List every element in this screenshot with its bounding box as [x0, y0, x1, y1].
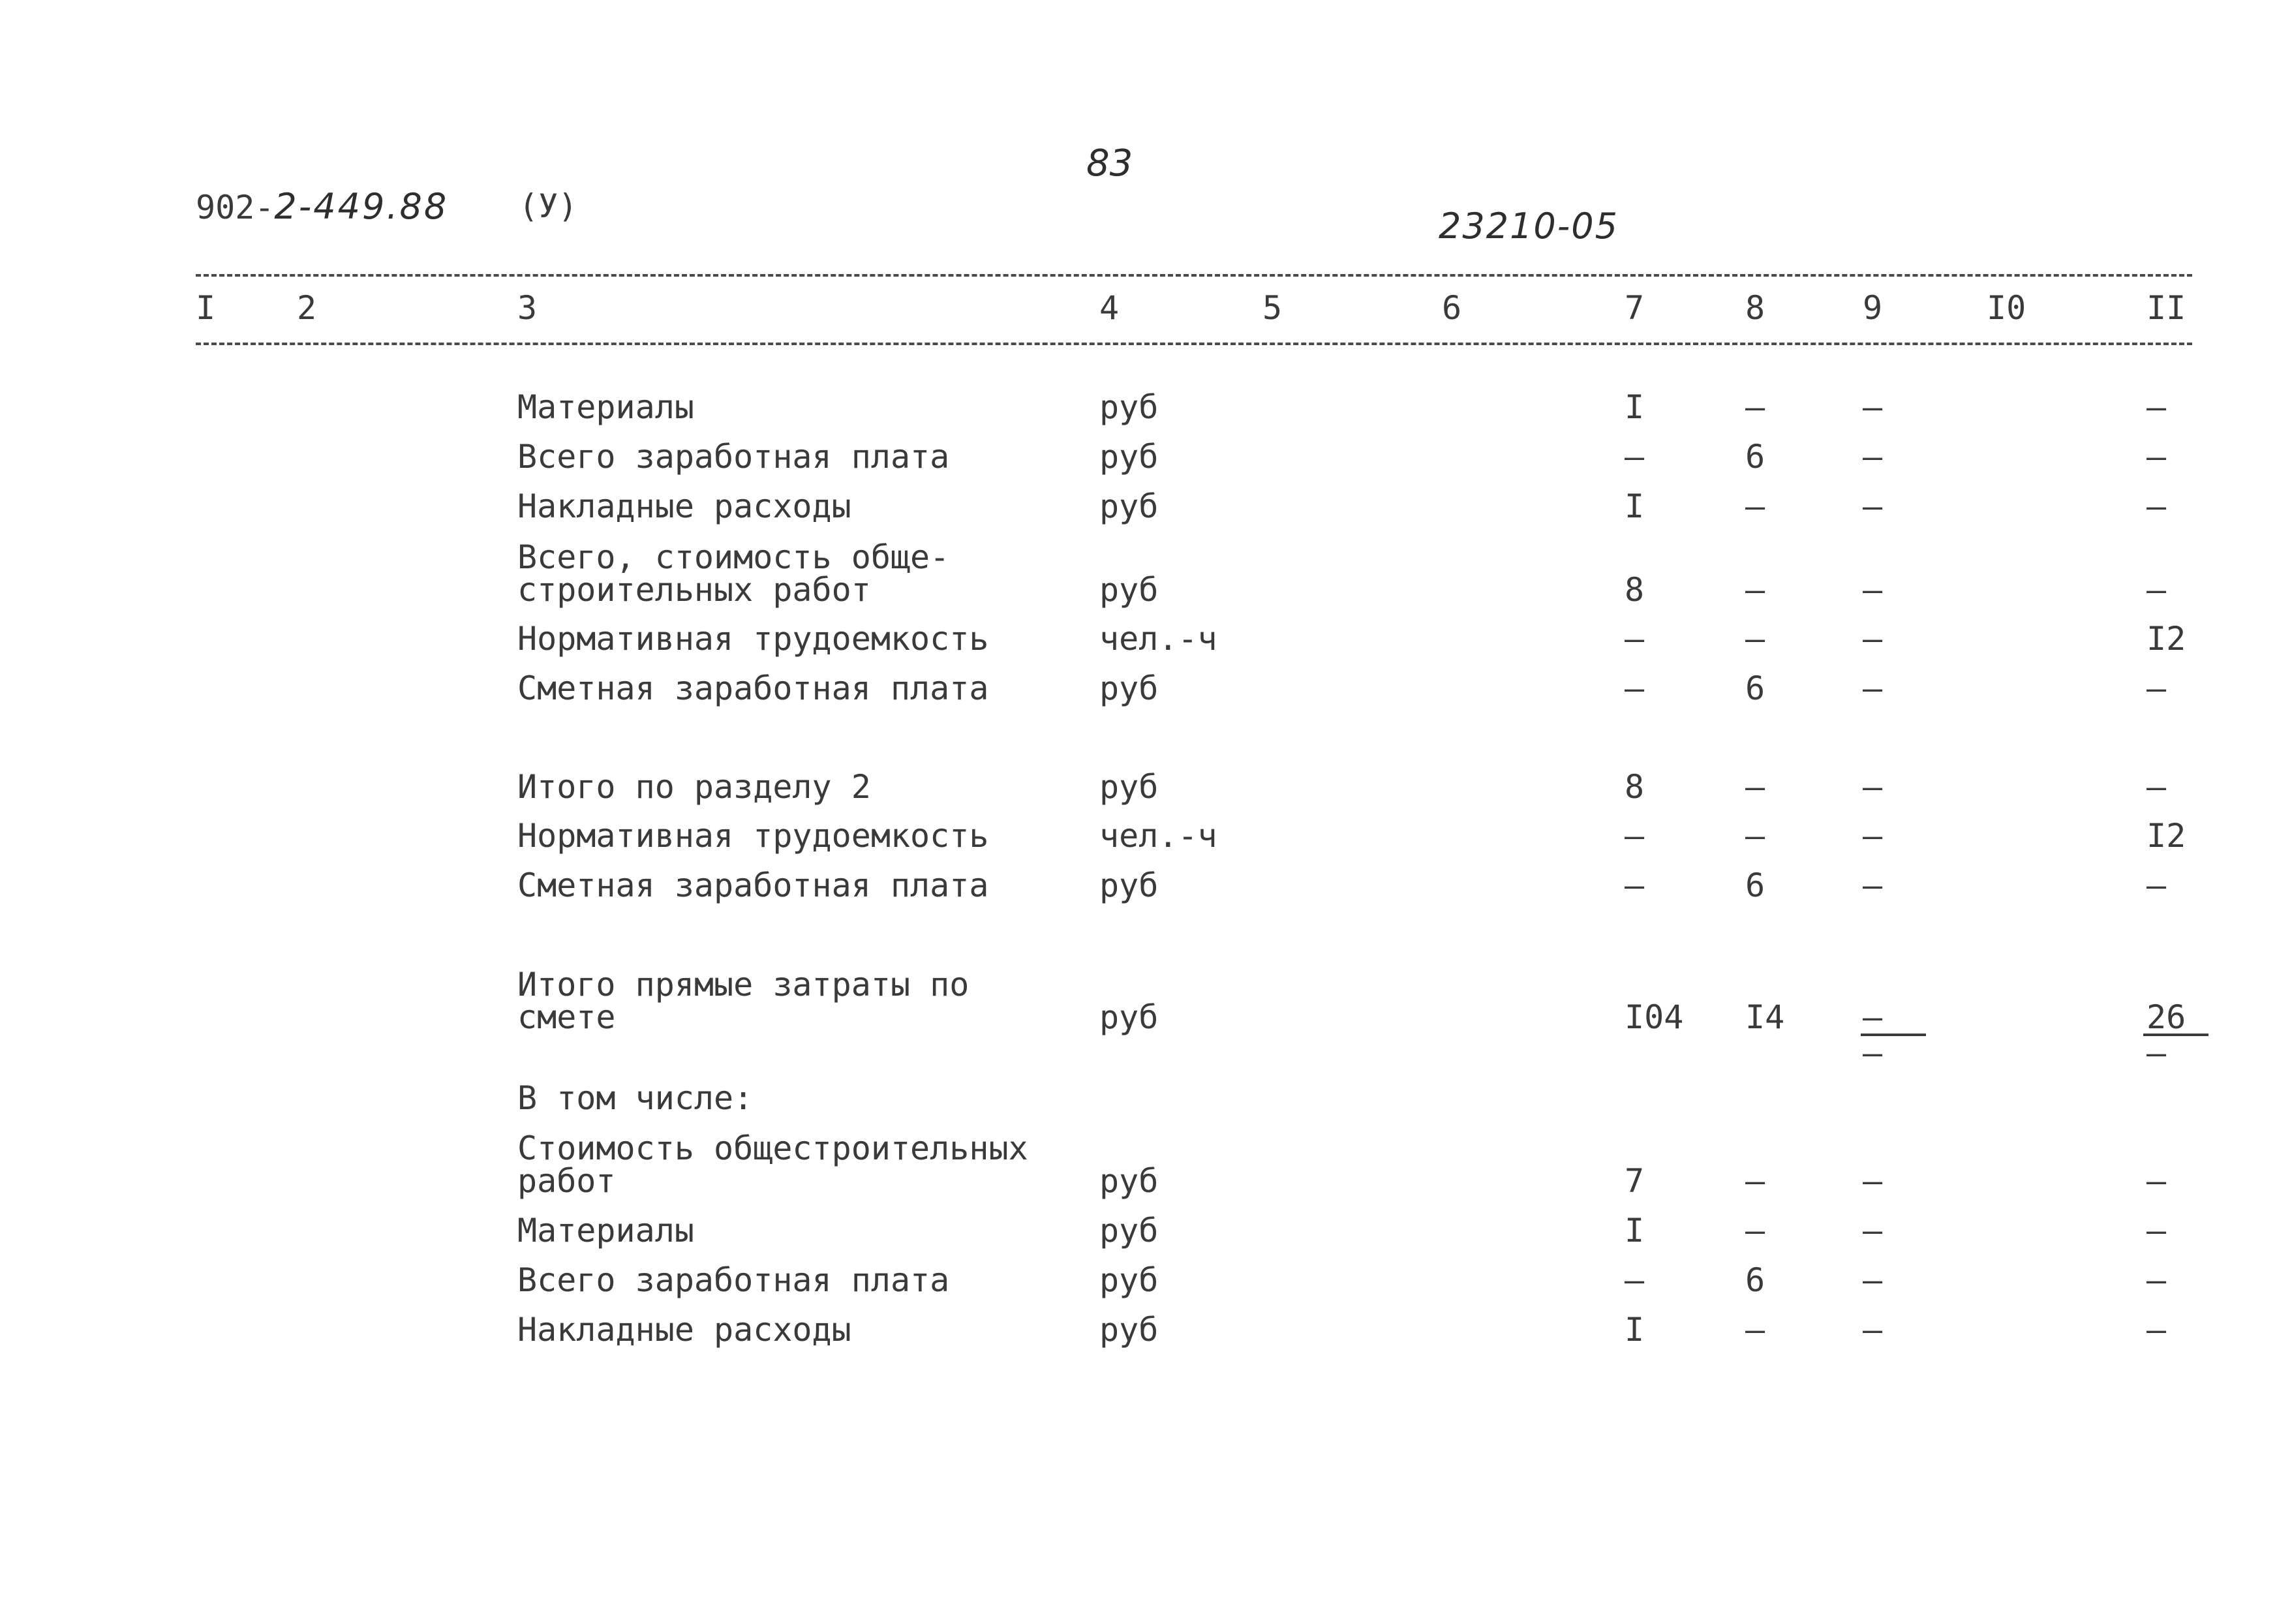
row-col8: – — [1745, 388, 1765, 426]
column-number-5: 5 — [1262, 289, 1283, 327]
row-unit: руб — [1099, 1261, 1159, 1299]
column-number-4: 4 — [1099, 289, 1120, 327]
row-label-line1: Стоимость общестроительных — [517, 1129, 1028, 1167]
row-label: Всего заработная плата — [517, 438, 950, 476]
column-number-2: 2 — [297, 289, 317, 327]
row-col8: – — [1745, 817, 1765, 855]
column-number-7: 7 — [1625, 289, 1645, 327]
column-number-3: 3 — [517, 289, 538, 327]
row-unit: руб — [1099, 438, 1159, 476]
header-rule-bottom — [196, 343, 2192, 345]
row-col7: 7 — [1625, 1162, 1645, 1200]
row-col11: – — [2147, 1162, 2167, 1200]
row-col9: – — [1863, 1212, 1883, 1249]
column-number-11: II — [2147, 289, 2186, 327]
row-col7: – — [1625, 866, 1645, 904]
row-col7: I04 — [1625, 998, 1684, 1036]
row-label: Сметная заработная плата — [517, 669, 989, 707]
row-unit: руб — [1099, 1162, 1159, 1200]
row-label: Нормативная трудоемкость — [517, 817, 989, 855]
row-col7: – — [1625, 817, 1645, 855]
row-col9: – — [1863, 998, 1883, 1036]
row-unit: руб — [1099, 571, 1159, 609]
including-label: В том числе: — [517, 1079, 754, 1117]
row-col7: 8 — [1625, 571, 1645, 609]
row-col7: – — [1625, 1261, 1645, 1299]
grand-total-label-line2: смете — [517, 998, 616, 1036]
row-col9: – — [1863, 817, 1883, 855]
column-number-10: I0 — [1987, 289, 2026, 327]
row-unit: руб — [1099, 1311, 1159, 1349]
section-total-label: Итого по разделу 2 — [517, 768, 871, 806]
row-col11: – — [2147, 669, 2167, 707]
row-col7: I — [1625, 1212, 1645, 1249]
row-label-line1: Всего, стоимость обще- — [517, 538, 950, 576]
row-col11: – — [2147, 388, 2167, 426]
row-col11: – — [2147, 487, 2167, 525]
row-col9: – — [1863, 620, 1883, 658]
row-col7: – — [1625, 620, 1645, 658]
page-number: 83 — [1086, 142, 1133, 185]
row-col11: – — [2147, 1212, 2167, 1249]
row-col9: – — [1863, 768, 1883, 806]
row-col9-below: – — [1863, 1034, 1883, 1072]
row-col8: – — [1745, 571, 1765, 609]
row-label: Накладные расходы — [517, 487, 851, 525]
row-col8: 6 — [1745, 438, 1765, 476]
row-col8: – — [1745, 620, 1765, 658]
row-unit: руб — [1099, 1212, 1159, 1249]
column-number-6: 6 — [1442, 289, 1462, 327]
row-unit: руб — [1099, 487, 1159, 525]
grand-total-label-line1: Итого прямые затраты по — [517, 966, 970, 1004]
header-rule-top — [196, 274, 2192, 277]
row-label: Нормативная трудоемкость — [517, 620, 989, 658]
row-col7: I — [1625, 388, 1645, 426]
row-col11: – — [2147, 866, 2167, 904]
row-col8: – — [1745, 1311, 1765, 1349]
sheet-number: 23210-05 — [1439, 206, 1619, 247]
row-col9: – — [1863, 1311, 1883, 1349]
document-code — [196, 186, 448, 227]
column-number-8: 8 — [1745, 289, 1765, 327]
row-unit: руб — [1099, 998, 1159, 1036]
row-col8: 6 — [1745, 1261, 1765, 1299]
row-label: Материалы — [517, 1212, 694, 1249]
row-col8: – — [1745, 487, 1765, 525]
row-label-line2: строительных работ — [517, 571, 871, 609]
row-label: Материалы — [517, 388, 694, 426]
row-col11: 26 — [2147, 998, 2186, 1036]
row-col11: – — [2147, 768, 2167, 806]
document-mark: (У) — [519, 187, 578, 225]
row-col7: I — [1625, 1311, 1645, 1349]
row-label: Сметная заработная плата — [517, 866, 989, 904]
row-col9: – — [1863, 388, 1883, 426]
row-col11-below: – — [2147, 1034, 2167, 1072]
row-col8: – — [1745, 1212, 1765, 1249]
column-number-1: I — [196, 289, 216, 327]
row-unit: чел.-ч — [1099, 817, 1217, 855]
row-col9: – — [1863, 438, 1883, 476]
row-col8: I4 — [1745, 998, 1785, 1036]
row-col9: – — [1863, 669, 1883, 707]
row-col9: – — [1863, 866, 1883, 904]
row-col11: I2 — [2147, 817, 2186, 855]
row-col8: 6 — [1745, 866, 1765, 904]
row-col8: 6 — [1745, 669, 1765, 707]
row-unit: чел.-ч — [1099, 620, 1217, 658]
row-col7: I — [1625, 487, 1645, 525]
row-unit: руб — [1099, 669, 1159, 707]
row-label-line2: работ — [517, 1162, 616, 1200]
document-code-prefix: 902- — [196, 189, 275, 226]
row-col11: – — [2147, 1311, 2167, 1349]
row-label: Всего заработная плата — [517, 1261, 950, 1299]
column-number-9: 9 — [1863, 289, 1883, 327]
row-col11: I2 — [2147, 620, 2186, 658]
row-col11: – — [2147, 571, 2167, 609]
row-col9: – — [1863, 487, 1883, 525]
row-label: Накладные расходы — [517, 1311, 851, 1349]
row-unit: руб — [1099, 388, 1159, 426]
row-col8: – — [1745, 1162, 1765, 1200]
row-col9: – — [1863, 1162, 1883, 1200]
row-col7: – — [1625, 438, 1645, 476]
row-col9: – — [1863, 1261, 1883, 1299]
row-col11: – — [2147, 438, 2167, 476]
document-code-handwritten: 2-449.88 — [274, 186, 449, 227]
row-col8: – — [1745, 768, 1765, 806]
row-col11: – — [2147, 1261, 2167, 1299]
row-col7: – — [1625, 669, 1645, 707]
row-unit: руб — [1099, 768, 1159, 806]
row-col9: – — [1863, 571, 1883, 609]
row-col7: 8 — [1625, 768, 1645, 806]
row-unit: руб — [1099, 866, 1159, 904]
